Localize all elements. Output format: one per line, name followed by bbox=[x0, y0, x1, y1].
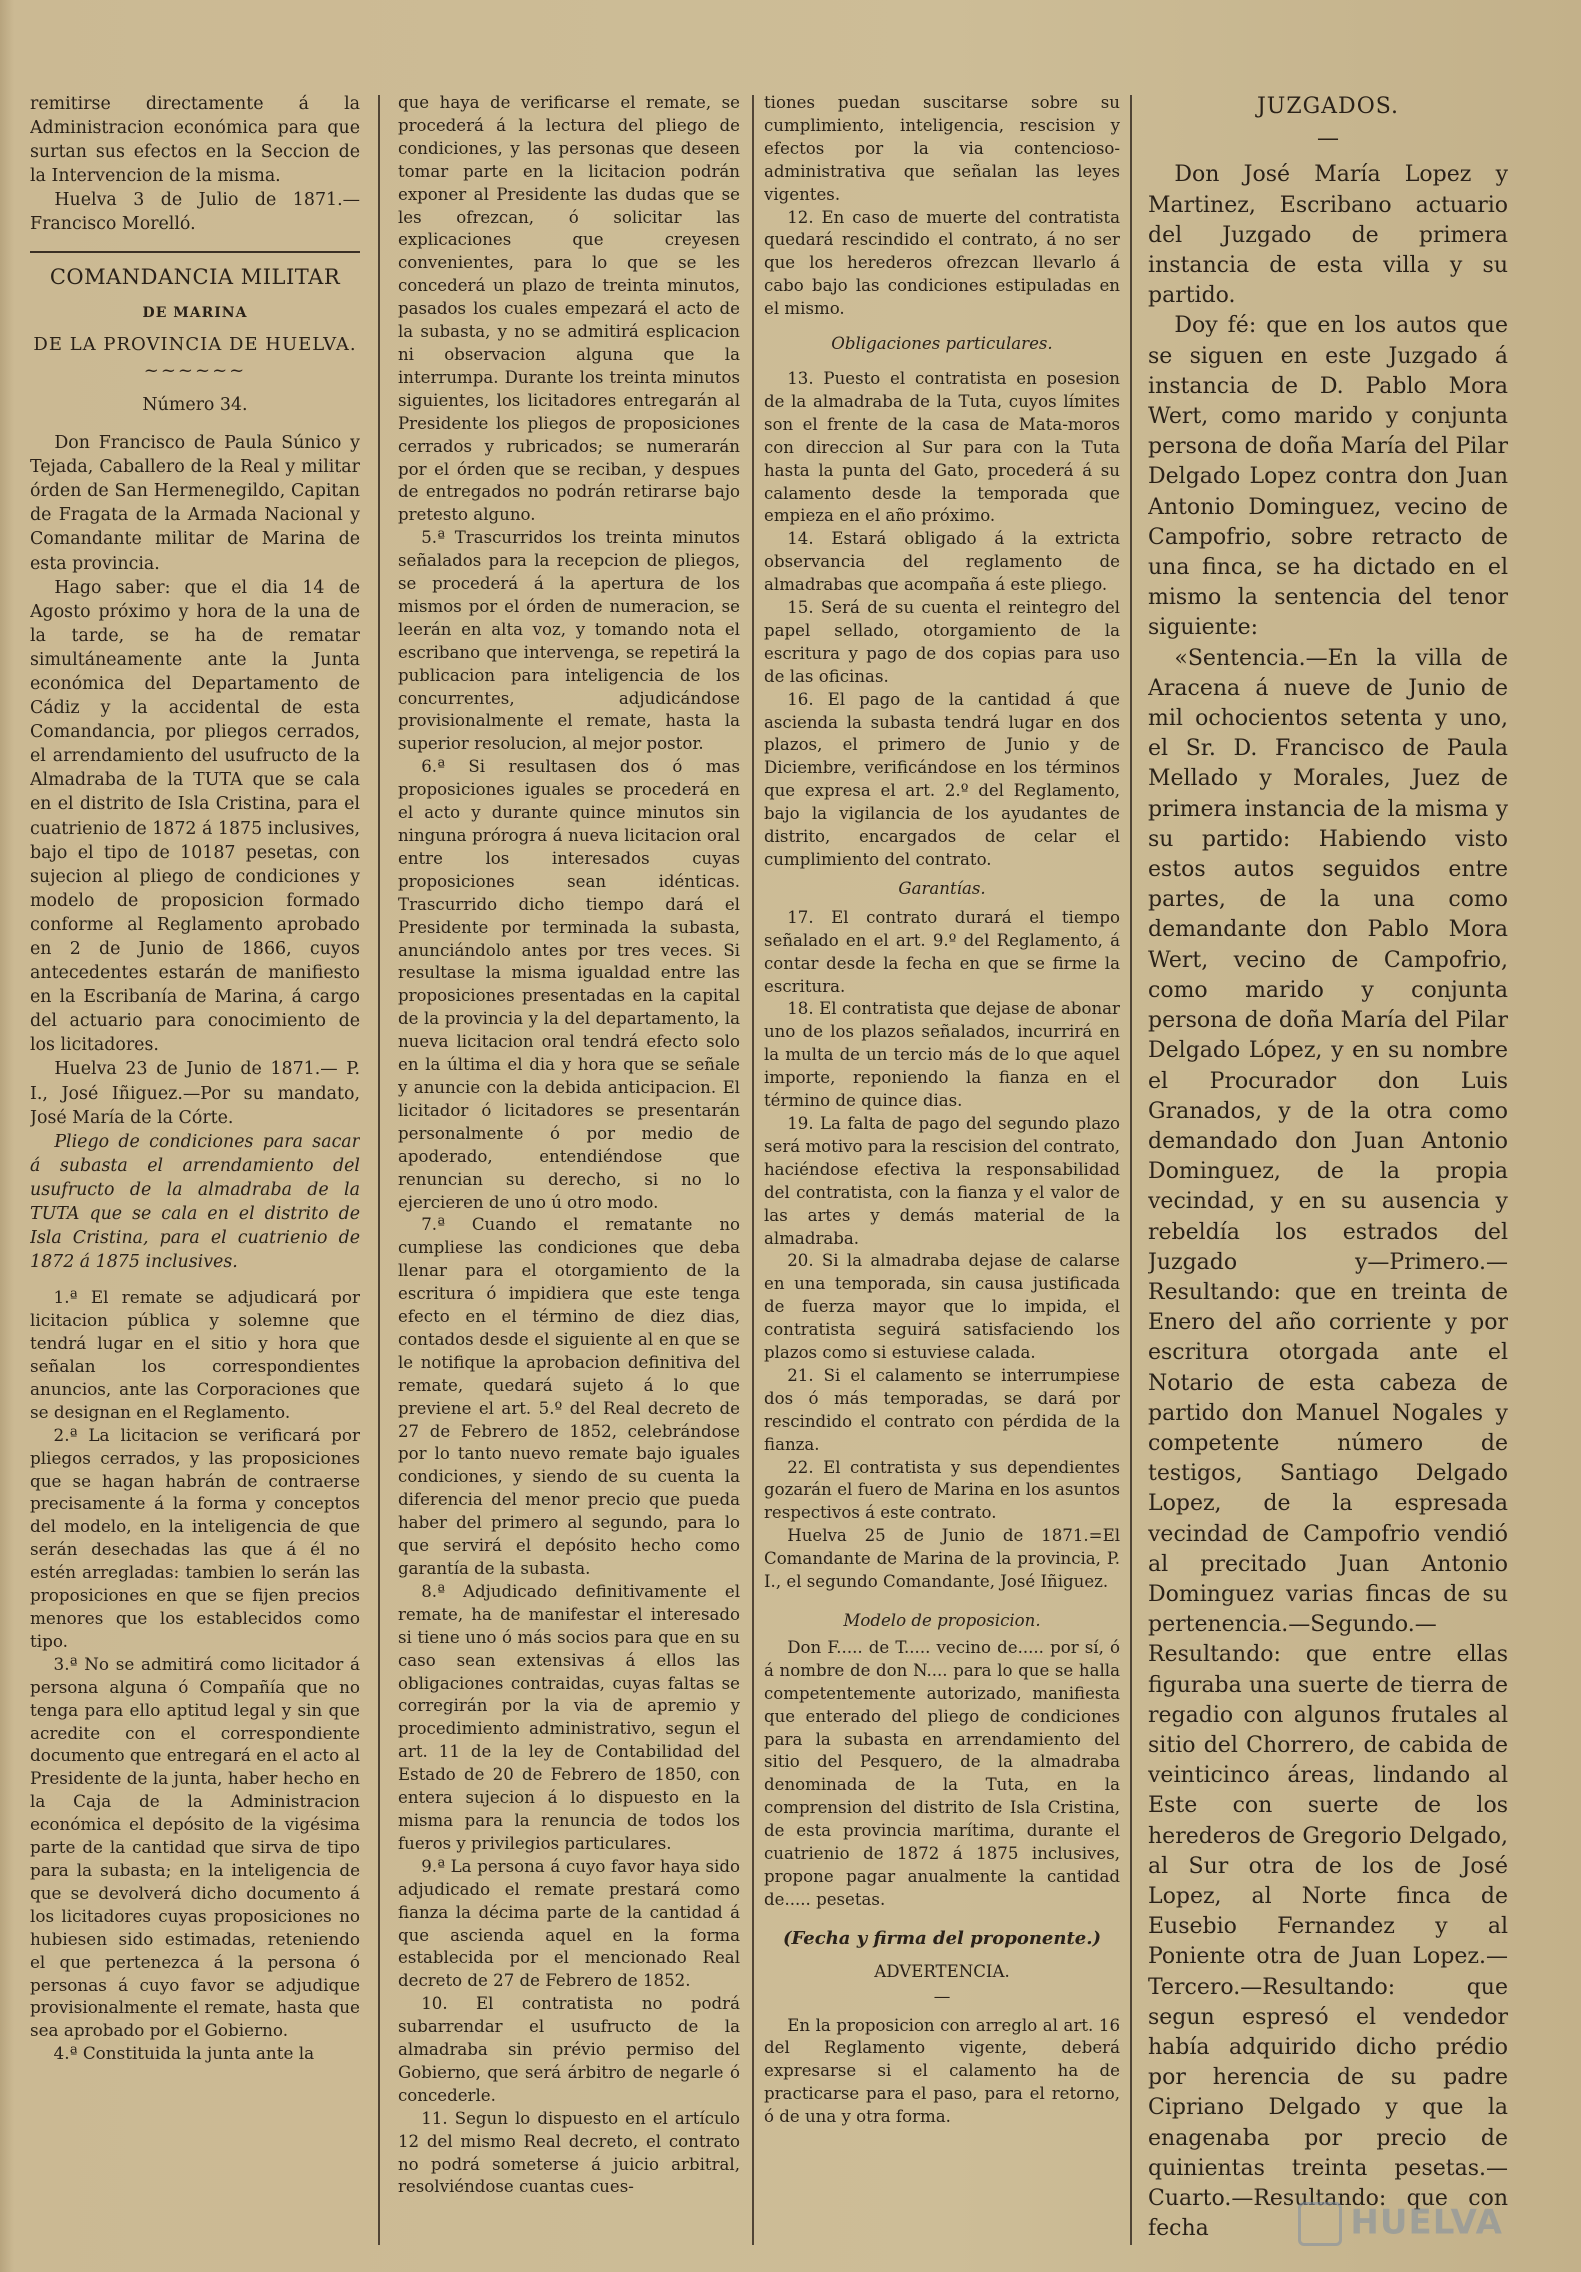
col3-sign: Huelva 25 de Junio de 1871.=El Comandante de Marina de la provincia, P. I., el segundo Comandante, José Iñiguez. bbox=[764, 1526, 1120, 1592]
column-divider bbox=[378, 95, 380, 2245]
column-divider bbox=[1130, 95, 1132, 2245]
condition-4: 4.ª Constituida la junta ante la bbox=[53, 2043, 315, 2064]
column-4 bbox=[1148, 92, 1508, 2254]
condition-3: 3.ª No se admitirá como licitador á persona alguna ó Compañía que no tenga para ello aptitud legal y sin que acredite con el correspondiente documento que entregará en el acto al Presidente de la junta, haber hecho en la Caja de la Administracion económica el depósito de la vigésima parte de la cantidad que sirva de tipo para la subasta; en la inteligencia de que se devolverá dicho documento á los licitadores cuyas proposiciones no hubiesen sido estimadas, reteniendo el que pertenezca á la persona ó personas á cuyo favor se adjudique provisionalmente el remate, hasta que sea aprobado por el Gobierno. bbox=[30, 1653, 360, 2041]
col1-p2: Hago saber: que el dia 14 de Agosto próximo y hora de la una de la tarde, se ha de rematar simultáneamente ante la Junta económica del Departamento de Cádiz y la accidental de esta Comandancia, por pliegos cerrados, el arrendamiento del usufructo de la Almadraba de la TUTA que se cala en el distrito de Isla Cristina, para el cuatrienio de 1872 á 1875 inclusives, bajo el tipo de 10187 pesetas, con sujecion al pliego de condiciones y modelo de proposicion formado conforme al Reglamento aprobado en 2 de Junio de 1866, cuyos antecedentes estarán de manifiesto en la Escribanía de Marina, á cargo del actuario para conocimiento de los licitadores. bbox=[30, 577, 360, 1056]
condition-12: 12. En caso de muerte del contratista quedará rescindido el contrato, á no ser que los herederos ofrezcan llevarlo á cabo bajo las condiciones estipuladas en el mismo. bbox=[764, 207, 1120, 319]
condition-15: 15. Será de su cuenta el reintegro del papel sellado, otorgamiento de la escritura y pago de dos copias para uso de las oficinas. bbox=[764, 598, 1120, 686]
col1-p1: Don Francisco de Paula Súnico y Tejada, Caballero de la Real y militar órden de San Hermenegildo, Capitan de Fragata de la Armada Nacional y Comandante militar de Marina de esta provincia. bbox=[30, 433, 360, 574]
condition-2: 2.ª La licitacion se verificará por pliegos cerrados, y las proposiciones que se hagan habrán de contraerse precisamente á la forma y conceptos del modelo, en la inteligencia de que serán desechadas las que á él no estén arregladas: tambien lo serán las proposiciones en que se fijen precios menores que los establecidos como tipo. bbox=[30, 1424, 360, 1651]
dash-rule: — bbox=[933, 1986, 951, 2006]
col1-intro: remitirse directamente á la Administracion económica para que surtan sus efectos en la Seccion de la Intervencion de la misma. bbox=[30, 94, 360, 187]
condition-13: 13. Puesto el contratista en posesion de la almadraba de la Tuta, cuyos límites son el frente de la casa de Mata-moros con direccion al Sur para con la Tuta hasta la punta del Gato, procederá á su calamento desde la temporada que empieza en el año próximo. bbox=[764, 368, 1120, 526]
condition-18: 18. El contratista que dejase de abonar uno de los plazos señalados, incurrirá en la multa de un tercio más de lo que aquel importe, reponiendo la fianza en el término de quince dias. bbox=[764, 999, 1120, 1111]
condition-7: 7.ª Cuando el rematante no cumpliese las condiciones que deba llenar para el otorgamiento de la escritura ó impidiera que este tenga efecto en el término de diez dias, contados desde el siguiente al en que se le notifique la aprobacion definitiva del remate, quedará sujeto á lo que previene el art. 5.º del Real decreto de 27 de Febrero de 1852, celebrándose por lo tanto nuevo remate bajo iguales condiciones, y siendo de su cuenta la diferencia del menor precio que pueda haber del primero al segundo, para lo que servirá el depósito hecho como garantía de la subasta. bbox=[398, 1215, 740, 1578]
col4-p1: Don José María Lopez y Martinez, Escribano actuario del Juzgado de primera instancia de esta villa y su partido. bbox=[1148, 162, 1508, 309]
advertencia-text: En la proposicion con arreglo al art. 16 del Reglamento vigente, deberá expresarse si el calamento ha de practicarse para el paso, para el retorno, ó de una y otra forma. bbox=[764, 2015, 1120, 2127]
column-divider bbox=[752, 95, 754, 2245]
col4-p3: «Sentencia.—En la villa de Aracena á nueve de Junio de mil ochocientos setenta y uno, el Sr. D. Francisco de Paula Mellado y Morales, Juez de primera instancia de la misma y su partido: Habiendo visto estos autos seguidos entre partes, de la una como demandante don Pablo Mora Wert, vecino de Campofrio, como marido y conjunta persona de doña María del Pilar Delgado López, y en su nombre el Procurador don Luis Granados, y de la otra como demandado don Juan Antonio Dominguez, de la propia vecindad, y en su ausencia y rebeldía los estrados del Juzgado y—Primero.—Resultando: que en treinta de Enero del año corriente y por escritura otorgada ante el Notario de esta cabeza de partido don Manuel Nogales y competente número de testigos, Santiago Delgado Lopez, de la espresada vecindad de Campofrio vendió al precitado Juan Antonio Dominguez varias fincas de su pertenencia.—Segundo.—Resultando: que entre ellas figuraba una suerte de tierra de regadio con algunos frutales al sitio del Chorrero, de cabida de veinticinco áreas, lindando al Este con suerte de los herederos de Gregorio Delgado, al Sur otra de los de José Lopez, al Norte finca de Eusebio Fernandez y al Poniente otra de Juan Lopez.—Tercero.—Resultando: que segun espresó el vendedor había adquirido dicho prédio por herencia de su padre Cipriano Delgado y que la enagenaba por precio de quinientas treinta pesetas.—Cuarto.—Resultando: que con fecha bbox=[1148, 645, 1508, 2242]
condition-9: 9.ª La persona á cuyo favor haya sido adjudicado el remate prestará como fianza la décima parte de la cantidad á que ascienda aquel en la forma establecida por el mencionado Real decreto de 27 de Febrero de 1852. bbox=[398, 1856, 740, 1991]
watermark-logo-icon bbox=[1298, 2202, 1342, 2246]
col4-p2: Doy fé: que en los autos que se siguen en este Juzgado á instancia de D. Pablo Mora Wert, como marido y conjunta persona de doña María del Pilar Delgado Lopez contra don Juan Antonio Dominguez, vecino de Campofrio, sobre retracto de una finca, se ha dictado en el mismo la sentencia del tenor siguiente: bbox=[1148, 313, 1508, 641]
dash-rule: — bbox=[1317, 126, 1339, 152]
condition-1: 1.ª El remate se adjudicará por licitacion pública y solemne que tendrá lugar en el sitio y hora que señalan los correspondientes anuncios, ante las Corporaciones que se designan en el Reglamento. bbox=[30, 1287, 360, 1422]
condition-6: 6.ª Si resultasen dos ó mas proposiciones iguales se procederá en el acto y durante quince minutos sin ninguna prórogra á nueva licitacion oral entre los interesados cuyas proposiciones sean idénticas. Trascurrido dicho tiempo dará el Presidente por terminada la subasta, anunciándolo antes por tres veces. Si resultase la misma igualdad entre las proposiciones presentadas en la capital de la provincia y la del departamento, la nueva licitacion oral tendrá efecto solo en la última el dia y hora que se señale y anuncie con la debida anticipacion. El licitador ó licitadores se presentarán personalmente ó por medio de apoderado, entendiéndose que renuncian su derecho, si no lo ejercieren de uno ú otro modo. bbox=[398, 757, 740, 1212]
section-rule bbox=[30, 251, 360, 253]
advertencia-heading: ADVERTENCIA. bbox=[874, 1961, 1010, 1981]
col1-p3: Huelva 23 de Junio de 1871.— P. I., José Iñiguez.—Por su mandato, José María de la Córte. bbox=[30, 1059, 360, 1128]
condition-10: 10. El contratista no podrá subarrendar el usufructo de la almadraba sin prévio permiso del Gobierno, que será árbitro de negarle ó concederle. bbox=[398, 1994, 740, 2105]
col3-continuation: tiones puedan suscitarse sobre su cumplimiento, inteligencia, rescision y efectos por la via contencioso-administrativa que señalan las leyes vigentes. bbox=[764, 93, 1120, 204]
section-heading: COMANDANCIA MILITAR bbox=[49, 264, 341, 289]
column-3 bbox=[764, 92, 1120, 2254]
ornament-rule: ~~~~~~ bbox=[143, 359, 247, 381]
modelo-text: Don F..... de T..... vecino de..... por sí, ó á nombre de don N.... para lo que se halla competentemente autorizado, manifiesta que enterado del pliego de condiciones para la subasta en arrendamiento del sitio del Pesquero, de la almadraba denominada de la Tuta, en la comprension del distrito de Isla Cristina, de esta provincia marítima, durante el cuatrienio de 1872 á 1875 inclusives, propone pagar anualmente la cantidad de..... pesetas. bbox=[764, 1637, 1120, 1909]
condition-5: 5.ª Trascurridos los treinta minutos señalados para la recepcion de pliegos, se procederá á la apertura de los mismos por el órden de numeracion, se leerán en alta voz, y tomando nota el escribano que intervenga, se repetirá la publicacion para inteligencia de los concurrentes, adjudicándose provisionalmente el remate, hasta la superior resolucion, al mejor postor. bbox=[398, 528, 740, 754]
column-2 bbox=[398, 92, 740, 2254]
col2-continuation: que haya de verificarse el remate, se procederá á la lectura del pliego de condiciones, y las personas que deseen tomar parte en la licitacion podrán exponer al Presidente las dudas que se les ofrezcan, ó solicitar las explicaciones que creyesen convenientes, para lo que se les concederá un plazo de treinta minutos, pasados los cuales empezará el acto de la subasta, y no se admitirá esplicacion ni observacion alguna que la interrumpa. Durante los treinta minutos siguientes, los licitadores entregarán al Presidente los pliegos de proposiciones cerrados y rubricados; se numerarán por el órden que se reciban, y despues de entregados no podrán retirarse bajo pretesto alguno. bbox=[398, 93, 740, 525]
modelo-heading: Modelo de proposicion. bbox=[843, 1611, 1041, 1630]
section-province: DE LA PROVINCIA DE HUELVA. bbox=[33, 333, 357, 355]
condition-20: 20. Si la almadraba dejase de calarse en una temporada, sin causa justificada de fuerza mayor que lo impida, el contratista seguirá satisfaciendo los plazos como si estuviese calada. bbox=[764, 1251, 1120, 1363]
section-subheading: DE MARINA bbox=[142, 304, 248, 321]
column-1 bbox=[30, 92, 360, 2254]
watermark-text: HUELVA bbox=[1350, 2202, 1503, 2243]
col1-sign: Huelva 3 de Julio de 1871.— Francisco Morelló. bbox=[30, 190, 360, 235]
obligaciones-heading: Obligaciones particulares. bbox=[831, 334, 1053, 354]
archive-watermark bbox=[1298, 2202, 1503, 2246]
fecha-firma: (Fecha y firma del proponente.) bbox=[783, 1927, 1101, 1949]
condition-16: 16. El pago de la cantidad á que ascienda la subasta tendrá lugar en dos plazos, el primero de Junio y de Diciembre, verificándose en los términos que expresa el art. 2.º del Reglamento, bajo la vigilancia de los ayudantes de distrito, encargados de celar el cumplimiento del contrato. bbox=[764, 689, 1120, 869]
juzgados-heading: JUZGADOS. bbox=[1256, 94, 1400, 119]
notice-number: Número 34. bbox=[142, 394, 248, 415]
condition-8: 8.ª Adjudicado definitivamente el remate, ha de manifestar el interesado si tiene uno ó más socios para que en su caso sean extensivas á ellos las obligaciones contraidas, cuyas faltas se corregirán por la via de apremio y procedimiento administrativo, segun el art. 11 de la ley de Contabilidad del Estado de 20 de Febrero de 1850, con entera sujecion á lo dispuesto en la misma para la renuncia de todos los fueros y privilegios particulares. bbox=[398, 1581, 740, 1853]
condition-11: 11. Segun lo dispuesto en el artículo 12 del mismo Real decreto, el contrato no podrá someterse á juicio arbitral, resolviéndose cuantas cues- bbox=[398, 2108, 740, 2197]
condition-22: 22. El contratista y sus dependientes gozarán el fuero de Marina en los asuntos respectivos á este contrato. bbox=[764, 1457, 1120, 1523]
garantias-heading: Garantías. bbox=[898, 878, 986, 898]
condition-21: 21. Si el calamento se interrumpiese dos ó más temporadas, se dará por rescindido el contrato con pérdida de la fianza. bbox=[764, 1365, 1120, 1454]
condition-19: 19. La falta de pago del segundo plazo será motivo para la rescision del contrato, haciéndose efectiva la responsabilidad del contratista, con la fianza y el valor de las artes y demás material de la almadraba. bbox=[764, 1113, 1120, 1248]
pliego-heading: Pliego de condiciones para sacar á subasta el arrendamiento del usufructo de la almadraba de la TUTA que se cala en el distrito de Isla Cristina, para el cuatrienio de 1872 á 1875 inclusives. bbox=[30, 1131, 360, 1273]
condition-14: 14. Estará obligado á la extricta observancia del reglamento de almadrabas que acompaña á este pliego. bbox=[764, 529, 1120, 595]
condition-17: 17. El contrato durará el tiempo señalado en el art. 9.º del Reglamento, á contar desde la fecha en que se firme la escritura. bbox=[764, 907, 1120, 996]
